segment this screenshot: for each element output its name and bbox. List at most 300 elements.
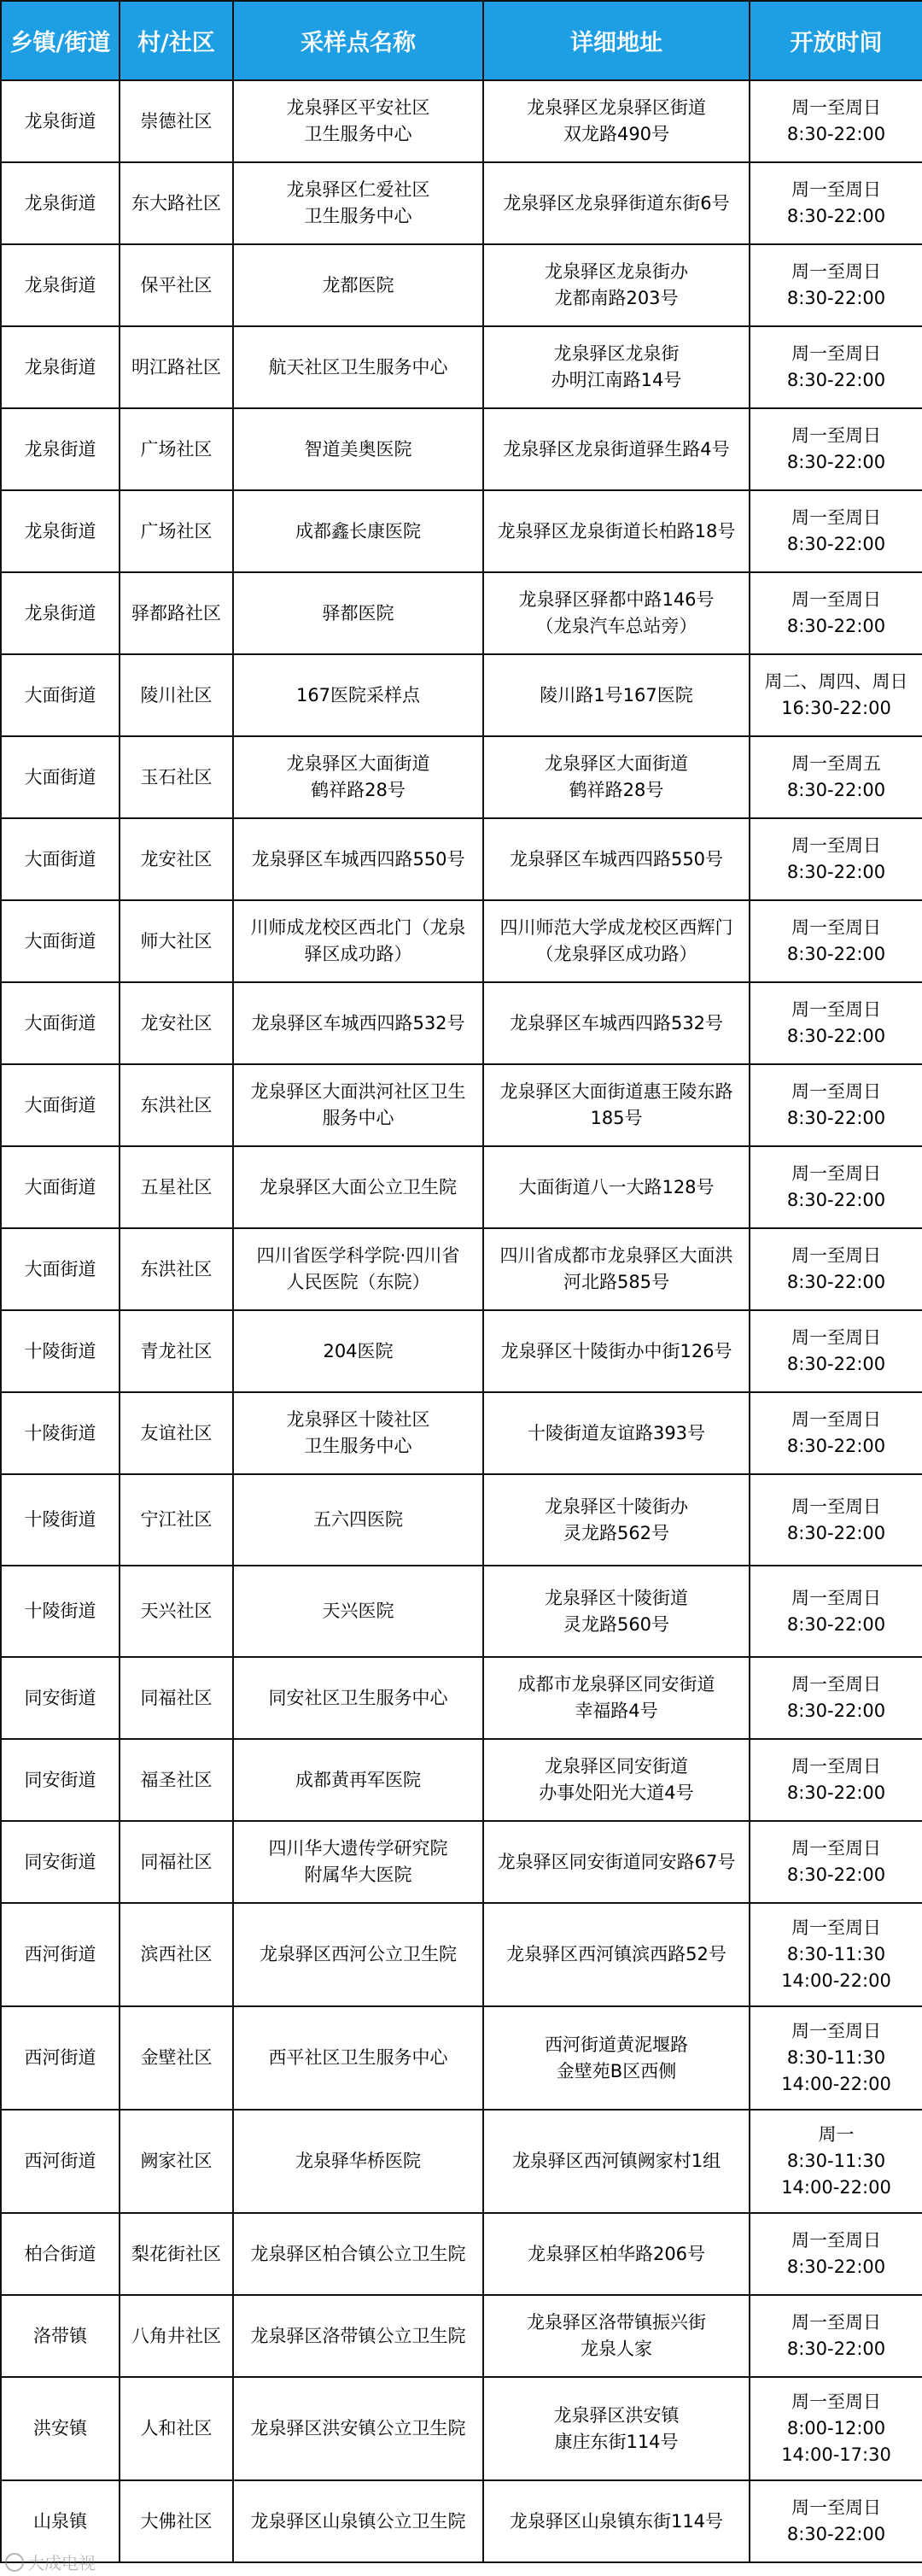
cell-site-name-line: 航天社区卫生服务中心 bbox=[268, 356, 448, 378]
cell-hours-line: 周一至周日 bbox=[791, 835, 881, 856]
cell-site-name-line: 龙泉驿区平安社区 bbox=[286, 97, 430, 118]
cell-hours-line: 8:30-22:00 bbox=[786, 1865, 886, 1885]
cell-address-line: 大面街道八一大路128号 bbox=[518, 1176, 715, 1197]
table-body bbox=[1, 80, 922, 2562]
cell-site-name bbox=[233, 818, 483, 900]
cell-hours-line: 周一至周日 bbox=[791, 1327, 881, 1348]
cell-hours bbox=[750, 654, 922, 736]
table-row bbox=[1, 1146, 922, 1228]
cell-hours bbox=[750, 2377, 922, 2480]
cell-address bbox=[483, 900, 750, 982]
cell-street: 十陵街道 bbox=[1, 1310, 120, 1392]
cell-site-name bbox=[233, 1821, 483, 1903]
cell-street: 龙泉街道 bbox=[1, 490, 120, 572]
cell-site-name bbox=[233, 1228, 483, 1310]
table-row bbox=[1, 2213, 922, 2295]
cell-hours-line: 8:30-22:00 bbox=[786, 2339, 886, 2359]
cell-hours-line: 周一至周日 bbox=[791, 1917, 881, 1938]
cell-street: 龙泉街道 bbox=[1, 572, 120, 654]
cell-address-line: 龙泉驿区西河镇阙家村1组 bbox=[511, 2151, 721, 2171]
cell-site-name-line: 卫生服务中心 bbox=[304, 206, 412, 226]
cell-hours-line: 周一至周日 bbox=[791, 2497, 881, 2518]
cell-hours-line: 8:30-22:00 bbox=[786, 1354, 886, 1374]
cell-hours-line: 周一至周日 bbox=[791, 261, 881, 282]
cell-site-name bbox=[233, 1657, 483, 1739]
cell-site-name-line: 龙都医院 bbox=[322, 274, 394, 296]
cell-address bbox=[483, 408, 750, 490]
cell-hours-line: 8:00-12:00 bbox=[786, 2418, 886, 2438]
header-community: 村/社区 bbox=[120, 1, 233, 80]
cell-address-line: 龙泉驿区洪安镇 bbox=[553, 2404, 680, 2426]
cell-hours-line: 周一至周日 bbox=[791, 1756, 881, 1777]
cell-hours-line: 8:30-22:00 bbox=[786, 534, 886, 554]
cell-site-name bbox=[233, 490, 483, 572]
cell-street: 同安街道 bbox=[1, 1657, 120, 1739]
cell-street: 西河街道 bbox=[1, 2006, 120, 2110]
cell-address-line: 龙泉驿区车城西四路532号 bbox=[509, 1012, 724, 1033]
cell-site-name-line: 204医院 bbox=[323, 1340, 394, 1361]
cell-address-line: 龙泉驿区车城西四路550号 bbox=[509, 848, 724, 869]
cell-site-name bbox=[233, 1566, 483, 1657]
cell-hours-line: 8:30-22:00 bbox=[786, 2524, 886, 2544]
cell-hours-line: 周一至周日 bbox=[791, 1674, 881, 1695]
cell-address bbox=[483, 1064, 750, 1146]
cell-hours bbox=[750, 1474, 922, 1566]
cell-site-name bbox=[233, 736, 483, 818]
cell-address bbox=[483, 1146, 750, 1228]
cell-hours-line: 8:30-22:00 bbox=[786, 1522, 886, 1543]
cell-address bbox=[483, 2295, 750, 2377]
header-street: 乡镇/街道 bbox=[1, 1, 120, 80]
cell-hours bbox=[750, 326, 922, 408]
cell-hours bbox=[750, 80, 922, 162]
cell-site-name-line: 西平社区卫生服务中心 bbox=[268, 2047, 448, 2068]
cell-hours-line: 8:30-22:00 bbox=[786, 1026, 886, 1046]
cell-hours-line: 8:30-11:30 bbox=[786, 1944, 886, 1964]
cell-site-name bbox=[233, 1739, 483, 1821]
cell-hours bbox=[750, 408, 922, 490]
cell-hours-line: 8:30-22:00 bbox=[786, 1701, 886, 1721]
cell-site-name-line: 龙泉驿区大面公立卫生院 bbox=[260, 1176, 457, 1197]
cell-hours-line: 8:30-22:00 bbox=[786, 288, 886, 308]
cell-address bbox=[483, 80, 750, 162]
cell-hours bbox=[750, 2295, 922, 2377]
cell-address-line: 龙泉驿区龙泉驿街道东街6号 bbox=[503, 192, 730, 214]
header-hours: 开放时间 bbox=[750, 1, 922, 80]
cell-site-name bbox=[233, 2213, 483, 2295]
cell-site-name bbox=[233, 2110, 483, 2213]
cell-street: 十陵街道 bbox=[1, 1566, 120, 1657]
cell-site-name-line: 龙泉驿区洛带镇公立卫生院 bbox=[250, 2325, 466, 2346]
cell-street: 龙泉街道 bbox=[1, 80, 120, 162]
cell-hours bbox=[750, 1392, 922, 1474]
cell-address-line: 龙泉驿区十陵街道 bbox=[545, 1587, 688, 1608]
cell-hours-line: 周一至周日 bbox=[791, 97, 881, 118]
cell-site-name-line: 鹤祥路28号 bbox=[311, 780, 406, 800]
cell-hours bbox=[750, 2480, 922, 2562]
cell-hours-line: 8:30-11:30 bbox=[786, 2151, 886, 2171]
cell-address-line: 十陵街道友谊路393号 bbox=[527, 1422, 706, 1443]
table-row bbox=[1, 2006, 922, 2110]
table-row bbox=[1, 2110, 922, 2213]
cell-site-name-line: 龙泉驿区仁爱社区 bbox=[286, 179, 430, 200]
cell-site-name bbox=[233, 1392, 483, 1474]
cell-hours bbox=[750, 1228, 922, 1310]
cell-street: 龙泉街道 bbox=[1, 408, 120, 490]
cell-address bbox=[483, 162, 750, 244]
cell-hours-line: 周一至周日 bbox=[791, 2021, 881, 2041]
cell-address bbox=[483, 1657, 750, 1739]
cell-hours-line: 周一至周日 bbox=[791, 1587, 881, 1608]
cell-site-name bbox=[233, 2295, 483, 2377]
cell-hours-line: 周一至周日 bbox=[791, 2392, 881, 2412]
cell-hours bbox=[750, 818, 922, 900]
cell-hours-line: 8:30-11:30 bbox=[786, 2047, 886, 2068]
cell-site-name-line: 龙泉驿华桥医院 bbox=[295, 2151, 421, 2171]
cell-hours-line: 8:30-22:00 bbox=[786, 206, 886, 226]
cell-community: 龙安社区 bbox=[120, 982, 233, 1064]
cell-street: 龙泉街道 bbox=[1, 326, 120, 408]
cell-hours-line: 14:00-17:30 bbox=[781, 2444, 891, 2465]
cell-community: 东洪社区 bbox=[120, 1228, 233, 1310]
cell-community: 明江路社区 bbox=[120, 326, 233, 408]
cell-address-line: 鹤祥路28号 bbox=[569, 780, 664, 800]
cell-address-line: 龙泉驿区山泉镇东街114号 bbox=[509, 2510, 724, 2532]
cell-site-name bbox=[233, 982, 483, 1064]
table-row bbox=[1, 326, 922, 408]
cell-hours-line: 周一至周日 bbox=[791, 425, 881, 446]
cell-hours-line: 14:00-22:00 bbox=[781, 2074, 891, 2094]
cell-community: 阙家社区 bbox=[120, 2110, 233, 2213]
cell-site-name-line: 天兴医院 bbox=[322, 1601, 394, 1621]
table-row bbox=[1, 654, 922, 736]
table-row bbox=[1, 1064, 922, 1146]
cell-site-name bbox=[233, 80, 483, 162]
cell-site-name bbox=[233, 900, 483, 982]
cell-site-name bbox=[233, 2377, 483, 2480]
cell-address bbox=[483, 1903, 750, 2006]
cell-street: 大面街道 bbox=[1, 1228, 120, 1310]
cell-community: 驿都路社区 bbox=[120, 572, 233, 654]
cell-hours-line: 周一至周日 bbox=[791, 1838, 881, 1859]
cell-hours bbox=[750, 736, 922, 818]
cell-hours bbox=[750, 572, 922, 654]
cell-hours-line: 周一至周日 bbox=[791, 179, 881, 200]
cell-site-name bbox=[233, 326, 483, 408]
cell-street: 龙泉街道 bbox=[1, 244, 120, 326]
cell-address-line: 灵龙路560号 bbox=[563, 1613, 670, 1635]
cell-address-line: 康庄东街114号 bbox=[554, 2431, 679, 2452]
cell-community: 天兴社区 bbox=[120, 1566, 233, 1657]
cell-community: 崇德社区 bbox=[120, 80, 233, 162]
cell-site-name bbox=[233, 1064, 483, 1146]
cell-hours-line: 周一至周日 bbox=[791, 2312, 881, 2333]
table-row bbox=[1, 1821, 922, 1903]
cell-address-line: 办事处阳光大道4号 bbox=[539, 1783, 694, 1803]
table-row bbox=[1, 1657, 922, 1739]
cell-address-line: 龙都南路203号 bbox=[554, 288, 679, 308]
cell-hours-line: 周二、周四、周日 bbox=[764, 671, 908, 692]
table-row bbox=[1, 572, 922, 654]
cell-hours bbox=[750, 1064, 922, 1146]
cell-street: 大面街道 bbox=[1, 900, 120, 982]
cell-address-line: 灵龙路562号 bbox=[563, 1522, 670, 1543]
cell-site-name-line: 龙泉驿区洪安镇公立卫生院 bbox=[250, 2418, 466, 2438]
cell-address-line: 龙泉驿区驿都中路146号 bbox=[518, 589, 715, 610]
cell-site-name bbox=[233, 1474, 483, 1566]
cell-hours bbox=[750, 1657, 922, 1739]
cell-address-line: 龙泉驿区同安街道 bbox=[545, 1756, 688, 1777]
cell-street: 西河街道 bbox=[1, 1903, 120, 2006]
cell-street: 十陵街道 bbox=[1, 1474, 120, 1566]
table-row bbox=[1, 736, 922, 818]
cell-address-line: 龙泉驿区龙泉街 bbox=[553, 343, 680, 364]
cell-address bbox=[483, 490, 750, 572]
cell-site-name-line: 同安社区卫生服务中心 bbox=[268, 1687, 448, 1708]
cell-site-name-line: 成都鑫长康医院 bbox=[295, 520, 421, 542]
cell-address-line: 龙泉人家 bbox=[581, 2339, 652, 2359]
table-row bbox=[1, 2295, 922, 2377]
table-row bbox=[1, 1228, 922, 1310]
cell-street: 西河街道 bbox=[1, 2110, 120, 2213]
header-site-name: 采样点名称 bbox=[233, 1, 483, 80]
cell-street: 大面街道 bbox=[1, 982, 120, 1064]
cell-site-name-line: 附属华大医院 bbox=[304, 1865, 412, 1885]
cell-address-line: 金壁苑B区西侧 bbox=[556, 2060, 677, 2081]
cell-community: 广场社区 bbox=[120, 408, 233, 490]
cell-hours-line: 周一至周日 bbox=[791, 917, 881, 938]
cell-address-line: 龙泉驿区大面街道惠王陵东路 bbox=[499, 1081, 733, 1102]
cell-hours-line: 8:30-22:00 bbox=[786, 1108, 886, 1128]
cell-hours-line: 8:30-22:00 bbox=[786, 616, 886, 636]
table-row bbox=[1, 2480, 922, 2562]
cell-street: 大面街道 bbox=[1, 818, 120, 900]
table-row bbox=[1, 80, 922, 162]
cell-address bbox=[483, 1310, 750, 1392]
cell-address bbox=[483, 736, 750, 818]
cell-hours-line: 8:30-22:00 bbox=[786, 1436, 886, 1456]
cell-hours-line: 8:30-22:00 bbox=[786, 2257, 886, 2277]
table-row bbox=[1, 818, 922, 900]
cell-address bbox=[483, 1739, 750, 1821]
cell-site-name-line: 龙泉驿区车城西四路532号 bbox=[251, 1012, 465, 1033]
cell-address-line: 龙泉驿区龙泉街道驿生路4号 bbox=[503, 438, 730, 460]
cell-hours-line: 周一至周日 bbox=[791, 1496, 881, 1517]
cell-hours bbox=[750, 982, 922, 1064]
cell-hours-line: 8:30-22:00 bbox=[786, 124, 886, 144]
cell-address-line: 四川师范大学成龙校区西辉门 bbox=[499, 917, 733, 938]
cell-address bbox=[483, 326, 750, 408]
cell-community: 五星社区 bbox=[120, 1146, 233, 1228]
cell-hours-line: 8:30-22:00 bbox=[786, 1783, 886, 1803]
cell-hours-line: 周一 bbox=[818, 2124, 855, 2145]
cell-address-line: 龙泉驿区同安街道同安路67号 bbox=[497, 1851, 736, 1872]
cell-community: 福圣社区 bbox=[120, 1739, 233, 1821]
cell-address-line: 龙泉驿区十陵街办中街126号 bbox=[500, 1340, 732, 1361]
cell-site-name-line: 龙泉驿区大面街道 bbox=[286, 753, 430, 774]
cell-community: 梨花街社区 bbox=[120, 2213, 233, 2295]
cell-address-line: 陵川路1号167医院 bbox=[540, 684, 693, 705]
cell-street: 大面街道 bbox=[1, 1146, 120, 1228]
cell-site-name bbox=[233, 1146, 483, 1228]
cell-community: 玉石社区 bbox=[120, 736, 233, 818]
cell-site-name-line: 龙泉驿区大面洪河社区卫生 bbox=[250, 1081, 466, 1102]
cell-address bbox=[483, 2213, 750, 2295]
cell-community: 青龙社区 bbox=[120, 1310, 233, 1392]
cell-site-name bbox=[233, 244, 483, 326]
cell-hours-line: 周一至周日 bbox=[791, 1245, 881, 1266]
cell-address bbox=[483, 1821, 750, 1903]
cell-site-name-line: 龙泉驿区十陵社区 bbox=[286, 1409, 430, 1430]
weibo-logo-icon bbox=[5, 2553, 24, 2572]
cell-street: 洛带镇 bbox=[1, 2295, 120, 2377]
table-header-row bbox=[1, 1, 922, 80]
cell-address-line: 龙泉驿区洛带镇振兴街 bbox=[527, 2312, 706, 2333]
cell-hours-line: 8:30-22:00 bbox=[786, 862, 886, 882]
table-row bbox=[1, 900, 922, 982]
table-row bbox=[1, 1310, 922, 1392]
cell-hours bbox=[750, 1739, 922, 1821]
cell-hours bbox=[750, 900, 922, 982]
cell-community: 保平社区 bbox=[120, 244, 233, 326]
cell-site-name bbox=[233, 654, 483, 736]
cell-hours bbox=[750, 2006, 922, 2110]
cell-hours bbox=[750, 2213, 922, 2295]
cell-address bbox=[483, 2377, 750, 2480]
cell-hours-line: 周一至周日 bbox=[791, 1163, 881, 1184]
cell-address bbox=[483, 982, 750, 1064]
cell-address-line: 办明江南路14号 bbox=[551, 370, 682, 390]
cell-hours bbox=[750, 2110, 922, 2213]
cell-site-name bbox=[233, 1310, 483, 1392]
cell-hours-line: 14:00-22:00 bbox=[781, 1970, 891, 1991]
cell-hours-line: 周一至周日 bbox=[791, 999, 881, 1020]
cell-site-name bbox=[233, 572, 483, 654]
cell-address bbox=[483, 2480, 750, 2562]
cell-community: 金壁社区 bbox=[120, 2006, 233, 2110]
cell-site-name-line: 服务中心 bbox=[322, 1108, 394, 1128]
cell-address-line: 成都市龙泉驿区同安街道 bbox=[517, 1674, 715, 1695]
cell-community: 东洪社区 bbox=[120, 1064, 233, 1146]
watermark bbox=[5, 2550, 96, 2574]
cell-street: 山泉镇 bbox=[1, 2480, 120, 2562]
cell-site-name-line: 五六四医院 bbox=[313, 1509, 403, 1530]
cell-community: 友谊社区 bbox=[120, 1392, 233, 1474]
cell-street: 同安街道 bbox=[1, 1821, 120, 1903]
cell-site-name-line: 167医院采样点 bbox=[295, 684, 421, 705]
cell-hours-line: 周一至周日 bbox=[791, 507, 881, 528]
cell-site-name-line: 卫生服务中心 bbox=[304, 1436, 412, 1456]
cell-address-line: 龙泉驿区柏华路206号 bbox=[527, 2243, 706, 2264]
cell-community: 同福社区 bbox=[120, 1821, 233, 1903]
cell-hours-line: 周一至周日 bbox=[791, 1409, 881, 1430]
cell-address-line: 龙泉驿区龙泉街道长柏路18号 bbox=[497, 520, 736, 542]
cell-community: 广场社区 bbox=[120, 490, 233, 572]
cell-community: 师大社区 bbox=[120, 900, 233, 982]
cell-hours-line: 8:30-22:00 bbox=[786, 780, 886, 800]
cell-address-line: 西河街道黄泥堰路 bbox=[545, 2034, 688, 2055]
table-row bbox=[1, 1566, 922, 1657]
cell-hours bbox=[750, 490, 922, 572]
cell-hours-line: 周一至周日 bbox=[791, 343, 881, 364]
watermark-text: 大成电视 bbox=[27, 2553, 96, 2573]
table-row bbox=[1, 1739, 922, 1821]
cell-community: 同福社区 bbox=[120, 1657, 233, 1739]
cell-hours bbox=[750, 162, 922, 244]
cell-hours-line: 8:30-22:00 bbox=[786, 1190, 886, 1210]
cell-address-line: 185号 bbox=[590, 1108, 643, 1128]
cell-community: 宁江社区 bbox=[120, 1474, 233, 1566]
cell-site-name-line: 龙泉驿区车城西四路550号 bbox=[251, 848, 465, 869]
table-row bbox=[1, 1903, 922, 2006]
cell-address bbox=[483, 1228, 750, 1310]
cell-site-name bbox=[233, 162, 483, 244]
cell-site-name-line: 龙泉驿区山泉镇公立卫生院 bbox=[250, 2510, 466, 2532]
cell-address-line: 双龙路490号 bbox=[563, 124, 670, 144]
cell-community: 陵川社区 bbox=[120, 654, 233, 736]
cell-hours-line: 周一至周日 bbox=[791, 2230, 881, 2251]
cell-site-name bbox=[233, 2006, 483, 2110]
cell-hours-line: 8:30-22:00 bbox=[786, 1272, 886, 1292]
cell-address-line: 龙泉驿区龙泉街办 bbox=[545, 261, 688, 282]
cell-hours-line: 周一至周五 bbox=[791, 753, 881, 774]
cell-street: 大面街道 bbox=[1, 736, 120, 818]
cell-address bbox=[483, 1392, 750, 1474]
cell-street: 柏合街道 bbox=[1, 2213, 120, 2295]
cell-hours bbox=[750, 1903, 922, 2006]
cell-hours bbox=[750, 1310, 922, 1392]
cell-community: 东大路社区 bbox=[120, 162, 233, 244]
cell-community: 大佛社区 bbox=[120, 2480, 233, 2562]
table-row bbox=[1, 244, 922, 326]
cell-hours bbox=[750, 244, 922, 326]
cell-address-line: 龙泉驿区西河镇滨西路52号 bbox=[506, 1944, 727, 1964]
cell-community: 龙安社区 bbox=[120, 818, 233, 900]
cell-hours bbox=[750, 1566, 922, 1657]
table-row bbox=[1, 982, 922, 1064]
cell-community: 八角井社区 bbox=[120, 2295, 233, 2377]
cell-hours-line: 14:00-22:00 bbox=[781, 2177, 891, 2198]
table-row bbox=[1, 162, 922, 244]
cell-street: 大面街道 bbox=[1, 654, 120, 736]
table-row bbox=[1, 408, 922, 490]
cell-address-line: 龙泉驿区十陵街办 bbox=[545, 1496, 688, 1517]
table-row bbox=[1, 2377, 922, 2480]
cell-street: 大面街道 bbox=[1, 1064, 120, 1146]
cell-address bbox=[483, 2110, 750, 2213]
cell-address-line: （龙泉驿区成功路） bbox=[535, 944, 697, 964]
cell-street: 同安街道 bbox=[1, 1739, 120, 1821]
cell-hours-line: 8:30-22:00 bbox=[786, 370, 886, 390]
cell-community: 滨西社区 bbox=[120, 1903, 233, 2006]
header-address: 详细地址 bbox=[483, 1, 750, 80]
cell-address bbox=[483, 1474, 750, 1566]
table-row bbox=[1, 490, 922, 572]
cell-site-name-line: 驿区成功路） bbox=[304, 944, 412, 964]
cell-site-name bbox=[233, 408, 483, 490]
cell-site-name-line: 智道美奥医院 bbox=[304, 438, 412, 460]
cell-site-name bbox=[233, 1903, 483, 2006]
cell-site-name-line: 人民医院（东院） bbox=[286, 1272, 430, 1292]
cell-address-line: 龙泉驿区大面街道 bbox=[545, 753, 688, 774]
cell-address-line: 龙泉驿区龙泉驿区街道 bbox=[527, 97, 706, 118]
cell-hours bbox=[750, 1146, 922, 1228]
cell-hours-line: 8:30-22:00 bbox=[786, 944, 886, 964]
cell-street: 洪安镇 bbox=[1, 2377, 120, 2480]
cell-hours-line: 8:30-22:00 bbox=[786, 452, 886, 472]
cell-address bbox=[483, 244, 750, 326]
cell-street: 十陵街道 bbox=[1, 1392, 120, 1474]
